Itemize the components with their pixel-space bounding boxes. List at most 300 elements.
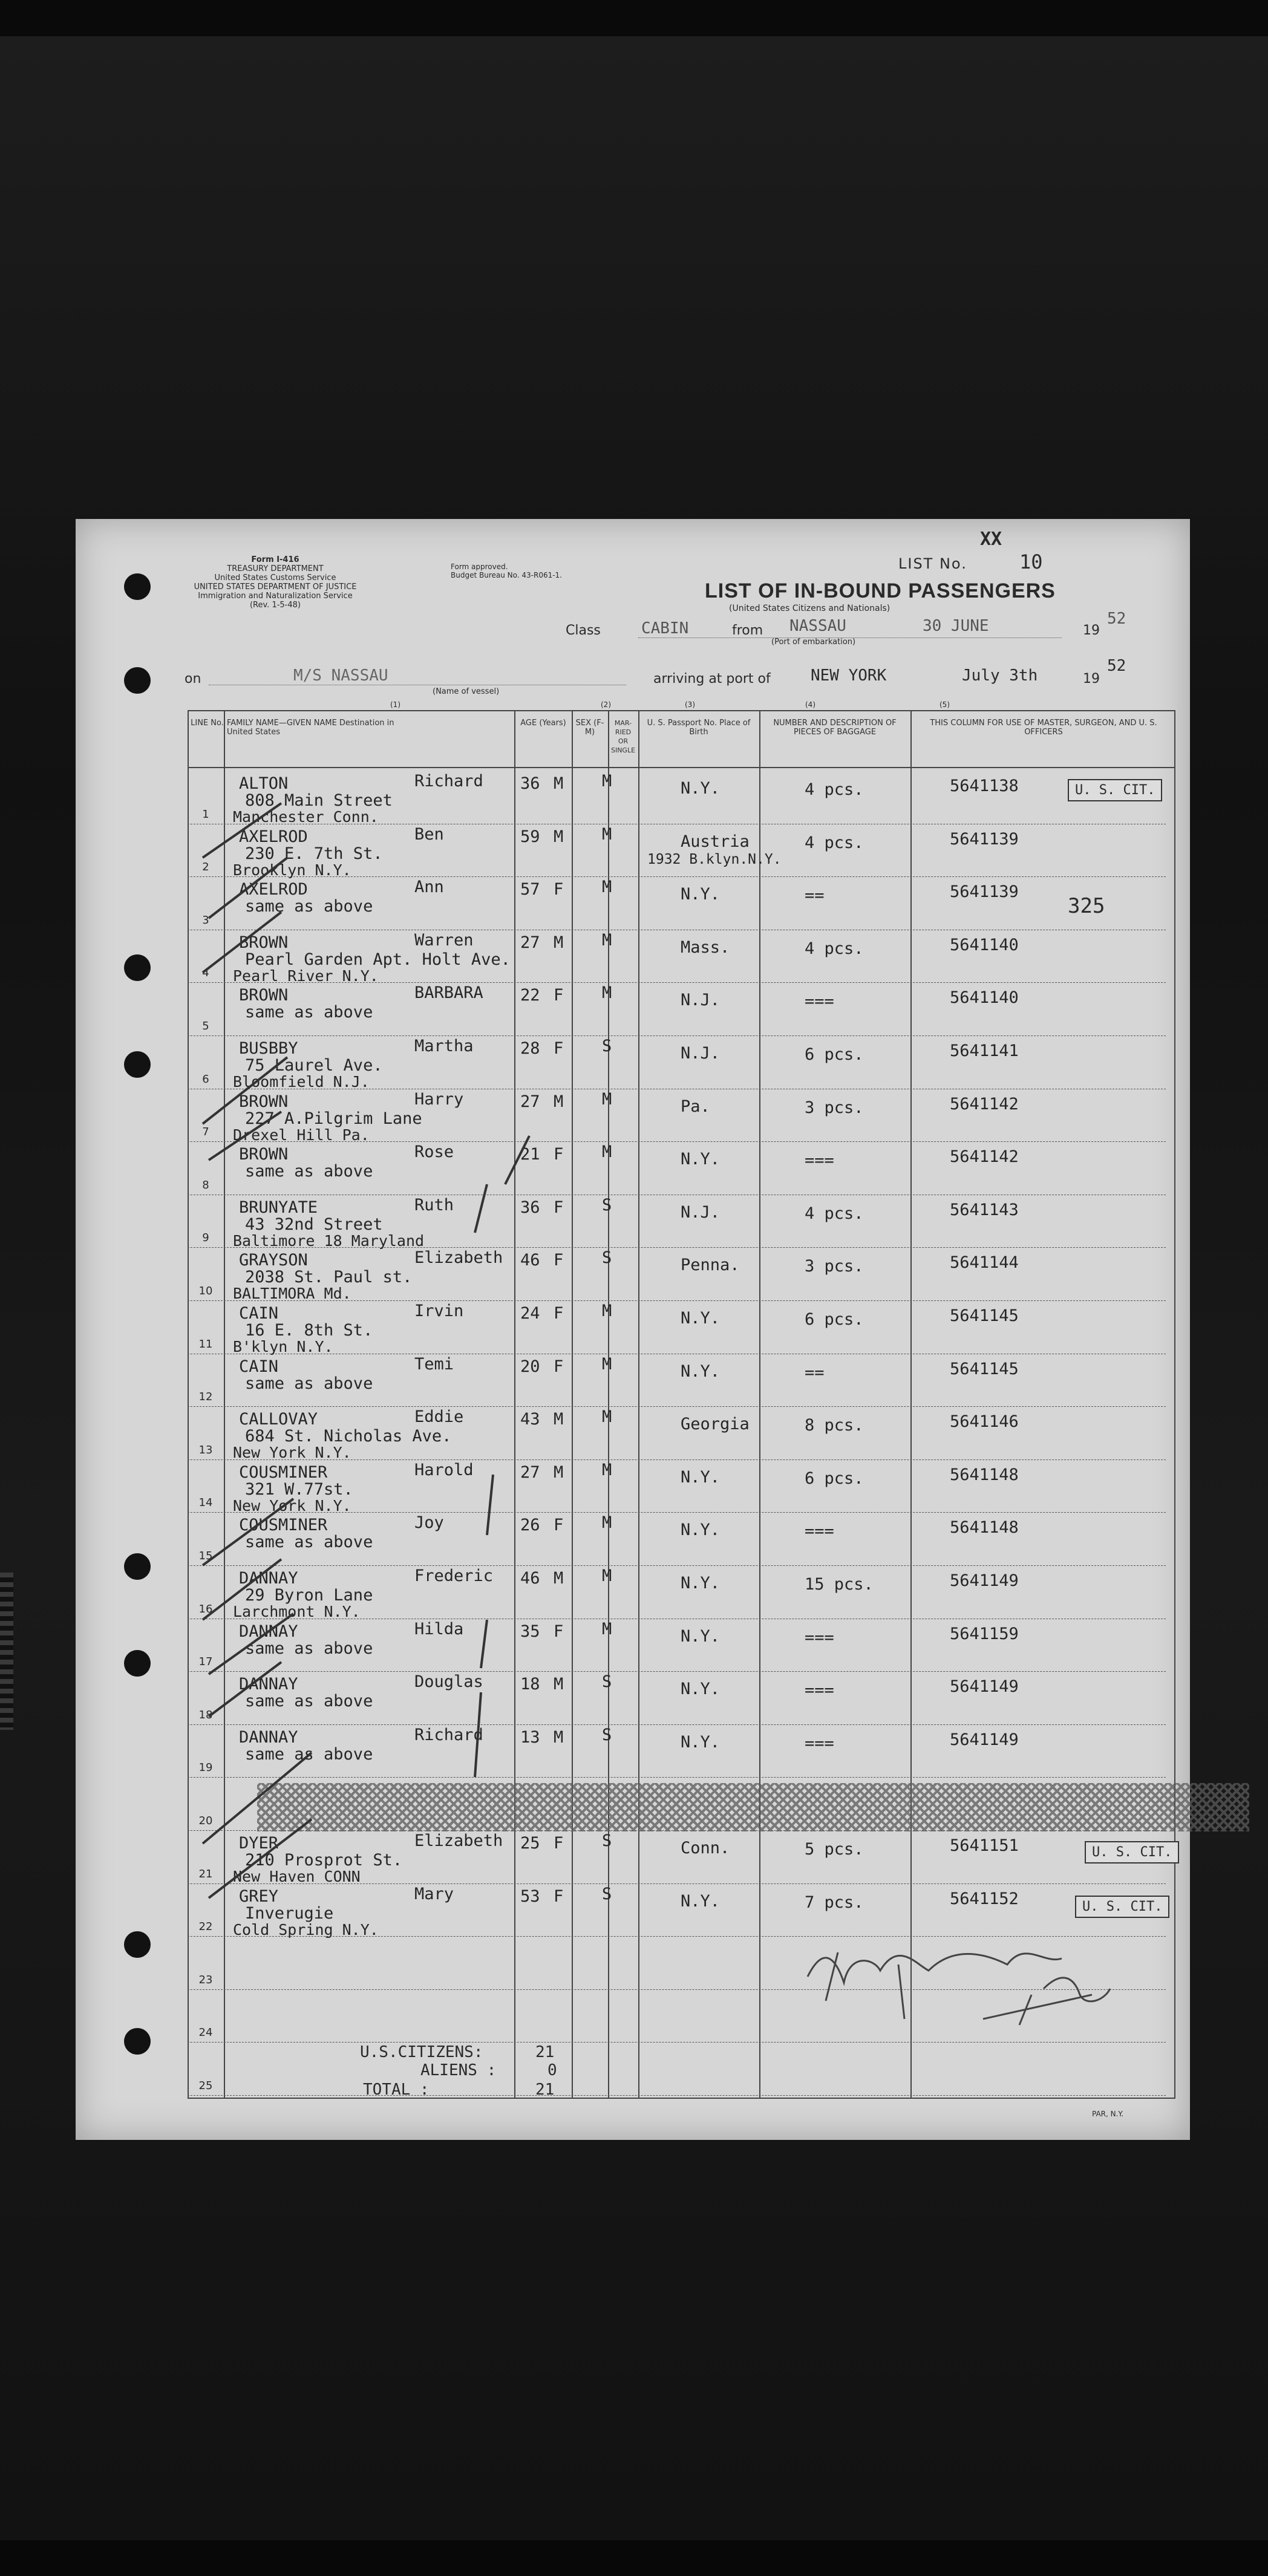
passenger-sex: M <box>554 1569 564 1588</box>
passenger-sex: M <box>554 827 564 846</box>
passenger-address: same as above <box>245 1639 373 1658</box>
passenger-birthplace: N.Y. <box>681 1680 721 1699</box>
passenger-given-name: Richard <box>414 772 483 791</box>
passenger-birthplace: N.Y. <box>681 779 721 798</box>
passenger-marital-status: M <box>602 930 612 950</box>
checkmark-annotations <box>191 785 348 1995</box>
passenger-birthplace: N.J. <box>681 1044 721 1063</box>
us-citizen-stamp: U. S. CIT. <box>1085 1841 1179 1864</box>
col-header-officers: THIS COLUMN FOR USE OF MASTER, SURGEON, AND U. S. OFFICERS <box>930 719 1157 737</box>
page-number-stamp: 325 <box>1068 894 1105 918</box>
passenger-baggage: === <box>805 992 834 1011</box>
punch-hole <box>124 1553 151 1580</box>
year-value-2: 52 <box>1107 657 1126 675</box>
officer-number: 5641139 <box>950 829 1019 849</box>
row-line-number: 8 <box>202 1178 209 1192</box>
row-divider <box>188 2095 1166 2096</box>
passenger-marital-status: M <box>602 772 612 791</box>
passenger-birthplace: N.J. <box>681 1202 721 1222</box>
row-line-number: 9 <box>202 1231 209 1245</box>
passenger-address: same as above <box>245 1003 373 1022</box>
passenger-baggage: === <box>805 1151 834 1170</box>
passenger-address: same as above <box>245 1162 373 1181</box>
passenger-baggage: 3 pcs. <box>805 1257 864 1276</box>
passenger-address: same as above <box>245 1533 373 1552</box>
form-approval <box>451 562 562 579</box>
page-subtitle: (United States Citizens and Nationals) <box>729 604 891 613</box>
passenger-age: 46 <box>520 1251 540 1270</box>
passenger-marital-status: S <box>602 1725 612 1744</box>
passenger-baggage: === <box>805 1733 834 1753</box>
passenger-baggage: === <box>805 1628 834 1647</box>
passenger-marital-status: M <box>602 1513 612 1533</box>
row-line-number: 21 <box>198 1867 213 1880</box>
passenger-family-name: CALLOVAY <box>239 1410 318 1429</box>
passenger-city: Drexel Hill Pa. <box>233 1126 370 1144</box>
col-header-age: AGE (Years) <box>520 719 566 728</box>
officer-number: 5641140 <box>950 988 1019 1008</box>
officer-number: 5641151 <box>950 1836 1019 1855</box>
header-rule <box>188 767 1175 768</box>
passenger-age: 26 <box>520 1516 540 1535</box>
passenger-given-name: Harold <box>414 1460 474 1479</box>
manifest-sheet <box>76 519 1190 2140</box>
citizens-total: 21 <box>535 2043 555 2061</box>
passenger-marital-status: M <box>602 1407 612 1427</box>
officer-number: 5641148 <box>950 1518 1019 1537</box>
passenger-age: 36 <box>520 1198 540 1217</box>
citizens-label: U.S.CITIZENS: <box>360 2043 483 2061</box>
row-line-number: 25 <box>198 2079 213 2092</box>
col-divider <box>759 710 760 2099</box>
passenger-address: 43 32nd Street <box>245 1215 383 1234</box>
aliens-label: ALIENS : <box>420 2061 497 2079</box>
passenger-sex: F <box>554 1886 564 1906</box>
passenger-sex: F <box>554 1834 564 1853</box>
passenger-given-name: Douglas <box>414 1672 483 1692</box>
from-value: NASSAU <box>789 617 846 635</box>
arrival-date: July 3th <box>962 667 1038 685</box>
form-number: Form I-416 <box>251 555 299 564</box>
row-divider <box>188 2042 1166 2043</box>
us-citizen-stamp: U. S. CIT. <box>1068 779 1162 801</box>
passenger-birthplace: N.Y. <box>681 1150 721 1169</box>
passenger-age: 28 <box>520 1039 540 1058</box>
passenger-address: same as above <box>245 1744 373 1764</box>
passenger-family-name: AXELROD <box>239 827 308 846</box>
officer-number: 5641149 <box>950 1677 1019 1697</box>
passenger-given-name: Mary <box>414 1884 454 1903</box>
passenger-family-name: BROWN <box>239 1092 289 1111</box>
passenger-marital-status: M <box>602 1567 612 1585</box>
passenger-baggage: 15 pcs. <box>805 1575 874 1594</box>
passenger-address: 230 E. 7th St. <box>245 844 383 863</box>
row-line-number: 12 <box>198 1391 213 1404</box>
printer-mark: PAR, N.Y. <box>1092 2110 1124 2118</box>
passenger-address: same as above <box>245 1692 373 1711</box>
class-underline <box>638 637 1062 638</box>
passenger-family-name: BROWN <box>239 986 289 1005</box>
passenger-birthplace: N.Y. <box>681 1574 721 1593</box>
passenger-baggage: === <box>805 1681 834 1700</box>
officer-number: 5641142 <box>950 1094 1019 1114</box>
customs-service: United States Customs Service <box>214 573 336 582</box>
col-divider <box>572 710 573 2099</box>
officer-number: 5641139 <box>950 882 1019 902</box>
officer-number: 5641149 <box>950 1571 1019 1590</box>
film-bottom-border <box>0 2540 1268 2576</box>
passenger-family-name: DANNAY <box>239 1569 298 1588</box>
passenger-age: 36 <box>520 774 540 793</box>
passenger-sex: M <box>554 774 564 793</box>
on-label: on <box>185 671 201 686</box>
punch-hole <box>124 2028 151 2055</box>
passenger-given-name: Rose <box>414 1143 454 1162</box>
passenger-city: Brooklyn N.Y. <box>233 861 351 879</box>
officer-number: 5641141 <box>950 1042 1019 1060</box>
passenger-age: 59 <box>520 827 540 846</box>
passenger-birthplace: N.Y. <box>681 1467 721 1487</box>
officer-number: 5641159 <box>950 1624 1019 1643</box>
revision-date: (Rev. 1-5-48) <box>249 601 301 610</box>
col-header-line: LINE No. <box>191 719 224 728</box>
struck-out-entry <box>257 1783 1249 1831</box>
passenger-city: New York N.Y. <box>233 1444 351 1462</box>
passenger-birthplace: N.Y. <box>681 1521 721 1540</box>
passenger-family-name: BROWN <box>239 933 289 952</box>
passenger-family-name: CAIN <box>239 1357 279 1376</box>
passenger-age: 22 <box>520 986 540 1005</box>
passenger-baggage: 4 pcs. <box>805 1204 864 1223</box>
passenger-sex: F <box>554 1304 564 1323</box>
aliens-total: 0 <box>547 2061 557 2079</box>
row-line-number: 17 <box>198 1655 213 1669</box>
punch-hole <box>124 1931 151 1958</box>
officer-signature <box>802 1928 1116 2031</box>
passenger-marital-status: M <box>602 1354 612 1374</box>
passenger-marital-status: M <box>602 824 612 844</box>
passenger-address: 210 Prosprot St. <box>245 1851 403 1870</box>
passenger-baggage: 6 pcs. <box>805 1469 864 1488</box>
passenger-family-name: GRAYSON <box>239 1251 308 1270</box>
row-line-number: 6 <box>202 1072 209 1086</box>
row-line-number: 18 <box>198 1708 213 1721</box>
passenger-baggage: == <box>805 886 825 905</box>
passenger-sex: F <box>554 1516 564 1535</box>
punch-hole <box>124 954 151 981</box>
passenger-address: same as above <box>245 1374 373 1393</box>
passenger-family-name: CAIN <box>239 1304 279 1323</box>
passenger-given-name: Irvin <box>414 1302 464 1320</box>
issuing-departments <box>185 555 366 610</box>
passenger-given-name: Warren <box>414 930 474 950</box>
passenger-age: 20 <box>520 1357 540 1376</box>
passenger-baggage: 4 pcs. <box>805 939 864 958</box>
from-label: from <box>732 623 763 638</box>
col-header-baggage: NUMBER AND DESCRIPTION OF PIECES OF BAGGAGE <box>773 719 897 737</box>
embark-note: (Port of embarkation) <box>771 637 856 647</box>
passenger-sex: M <box>554 1462 564 1482</box>
passenger-birthplace: N.Y. <box>681 1891 721 1911</box>
row-line-number: 15 <box>198 1550 213 1562</box>
passenger-baggage: 6 pcs. <box>805 1045 864 1064</box>
passenger-address: same as above <box>245 897 373 916</box>
passenger-address: 808 Main Street <box>245 791 393 810</box>
passenger-address: 684 St. Nicholas Ave. <box>245 1427 452 1446</box>
passenger-marital-status: S <box>602 1672 612 1692</box>
officer-number: 5641140 <box>950 935 1019 954</box>
passenger-family-name: ALTON <box>239 774 289 793</box>
passenger-given-name: BARBARA <box>414 983 483 1003</box>
justice-dept: UNITED STATES DEPARTMENT OF JUSTICE <box>194 582 357 592</box>
passenger-given-name: Elizabeth <box>414 1831 503 1850</box>
passenger-age: 18 <box>520 1675 540 1694</box>
officer-number: 5641145 <box>950 1359 1019 1378</box>
arrival-port: NEW YORK <box>811 667 887 685</box>
officer-number: 5641142 <box>950 1147 1019 1167</box>
row-line-number: 19 <box>198 1761 213 1775</box>
passenger-baggage: === <box>805 1522 834 1541</box>
passenger-baggage: 7 pcs. <box>805 1893 864 1912</box>
passenger-age: 53 <box>520 1886 540 1906</box>
ins-service: Immigration and Naturalization Service <box>198 592 353 601</box>
passenger-birthplace: Pa. <box>681 1097 710 1116</box>
punch-hole <box>124 573 151 600</box>
passenger-given-name: Eddie <box>414 1407 464 1427</box>
grand-total: 21 <box>535 2081 555 2099</box>
row-line-number: 16 <box>198 1602 213 1616</box>
passenger-address: 321 W.77st. <box>245 1479 353 1499</box>
passenger-given-name: Joy <box>414 1513 444 1533</box>
passenger-age: 25 <box>520 1834 540 1853</box>
row-line-number: 22 <box>198 1920 213 1934</box>
passenger-marital-status: S <box>602 1037 612 1055</box>
passenger-age: 27 <box>520 933 540 952</box>
punch-hole <box>124 1051 151 1078</box>
col-num-4: (4) <box>805 700 815 709</box>
passenger-city: New Haven CONN <box>233 1868 361 1885</box>
passenger-given-name: Elizabeth <box>414 1248 503 1268</box>
passenger-given-name: Ben <box>414 824 444 844</box>
passenger-sex: F <box>554 1039 564 1058</box>
passenger-birthplace: N.Y. <box>681 885 721 904</box>
us-citizen-stamp: U. S. CIT. <box>1075 1896 1169 1918</box>
passenger-sex: M <box>554 1092 564 1111</box>
passenger-birthplace: Mass. <box>681 937 730 957</box>
row-line-number: 5 <box>202 1020 209 1032</box>
passenger-sex: F <box>554 1357 564 1376</box>
passenger-family-name: GREY <box>239 1886 279 1906</box>
passenger-given-name: Ann <box>414 878 444 897</box>
passenger-passport-note: 1932 B.klyn.N.Y. <box>647 851 782 867</box>
col-header-name: FAMILY NAME—GIVEN NAME Destination in United States <box>227 719 394 737</box>
passenger-age: 21 <box>520 1145 540 1164</box>
passenger-family-name: COUSMINER <box>239 1516 328 1535</box>
passenger-address: 227 A.Pilgrim Lane <box>245 1109 422 1128</box>
col-num-1: (1) <box>390 700 400 709</box>
passenger-age: 24 <box>520 1304 540 1323</box>
punch-hole <box>124 667 151 694</box>
passenger-baggage: 6 pcs. <box>805 1310 864 1329</box>
passenger-baggage: 4 pcs. <box>805 780 864 799</box>
treasury-dept: TREASURY DEPARTMENT <box>227 564 324 573</box>
passenger-family-name: DANNAY <box>239 1675 298 1694</box>
passenger-sex: F <box>554 1145 564 1164</box>
passenger-marital-status: M <box>602 1460 612 1479</box>
arriving-label: arriving at port of <box>653 671 771 686</box>
list-no-value: 10 <box>1019 550 1043 573</box>
officer-number: 5641146 <box>950 1412 1019 1432</box>
passenger-birthplace: N.Y. <box>681 1309 721 1328</box>
row-line-number: 24 <box>198 2026 213 2040</box>
passenger-address: Pearl Garden Apt. Holt Ave. <box>245 950 511 969</box>
col-num-3: (3) <box>685 700 695 709</box>
col-divider <box>910 710 912 2099</box>
passenger-city: BALTIMORA Md. <box>233 1285 351 1303</box>
passenger-city: New York N.Y. <box>233 1496 351 1515</box>
col-header-passport: U. S. Passport No. Place of Birth <box>647 719 751 737</box>
passenger-baggage: == <box>805 1363 825 1382</box>
year-label: 19 <box>1083 623 1100 638</box>
passenger-birthplace: N.J. <box>681 991 721 1010</box>
passenger-baggage: 3 pcs. <box>805 1098 864 1117</box>
row-line-number: 7 <box>202 1126 209 1139</box>
row-line-number: 23 <box>198 1973 213 1986</box>
passenger-family-name: BROWN <box>239 1145 289 1164</box>
year-label-2: 19 <box>1083 671 1100 686</box>
row-line-number: 11 <box>198 1337 213 1351</box>
passenger-address: 16 E. 8th St. <box>245 1321 373 1340</box>
approval-text: Form approved. <box>451 562 508 571</box>
class-value: CABIN <box>641 619 689 637</box>
passenger-marital-status: M <box>602 1089 612 1109</box>
row-line-number: 14 <box>198 1496 213 1510</box>
class-label: Class <box>566 623 601 638</box>
row-line-number: 2 <box>202 861 209 874</box>
row-line-number: 10 <box>198 1285 213 1297</box>
passenger-address: Inverugie <box>245 1903 334 1923</box>
page-title: LIST OF IN-BOUND PASSENGERS <box>705 579 1056 602</box>
year-value: 52 <box>1107 610 1126 628</box>
list-no-label: LIST No. <box>898 555 967 572</box>
passenger-marital-status: S <box>602 1248 612 1268</box>
officer-number: 5641152 <box>950 1889 1019 1908</box>
passenger-marital-status: M <box>602 983 612 1003</box>
passenger-family-name: AXELROD <box>239 880 308 899</box>
col-divider <box>638 710 639 2099</box>
passenger-address: 2038 St. Paul st. <box>245 1268 413 1287</box>
officer-number: 5641148 <box>950 1465 1019 1484</box>
passenger-age: 57 <box>520 880 540 899</box>
col-num-5: (5) <box>940 700 950 709</box>
passenger-marital-status: S <box>602 1831 612 1850</box>
vessel-name: M/S NASSAU <box>293 667 388 685</box>
officer-number: 5641145 <box>950 1306 1019 1325</box>
row-line-number: 4 <box>202 967 209 980</box>
row-line-number: 20 <box>198 1815 213 1827</box>
passenger-marital-status: M <box>602 878 612 897</box>
officer-number: 5641143 <box>950 1200 1019 1219</box>
passenger-family-name: BUSBBY <box>239 1039 298 1058</box>
passenger-family-name: DANNAY <box>239 1622 298 1641</box>
bracket-annotations <box>469 1124 554 1789</box>
passenger-sex: F <box>554 1251 564 1270</box>
passenger-birthplace: N.Y. <box>681 1732 721 1752</box>
officer-number: 5641144 <box>950 1253 1019 1273</box>
passenger-sex: F <box>554 880 564 899</box>
passenger-birthplace: Georgia <box>681 1415 750 1434</box>
passenger-family-name: BRUNYATE <box>239 1198 318 1217</box>
passenger-sex: M <box>554 1727 564 1747</box>
film-top-border <box>0 0 1268 36</box>
col-header-sex: SEX (F-M) <box>575 719 604 737</box>
film-edge-strip <box>0 1573 13 1730</box>
passenger-address: 75 Laurel Ave. <box>245 1056 383 1075</box>
officer-number: 5641138 <box>950 777 1019 795</box>
passenger-address: 29 Byron Lane <box>245 1586 373 1605</box>
total-label: TOTAL : <box>363 2081 430 2099</box>
passenger-sex: F <box>554 1198 564 1217</box>
passenger-age: 27 <box>520 1092 540 1111</box>
passenger-sex: M <box>554 1675 564 1694</box>
passenger-city: B'klyn N.Y. <box>233 1338 333 1355</box>
passenger-age: 27 <box>520 1462 540 1482</box>
passenger-sex: F <box>554 986 564 1005</box>
passenger-marital-status: M <box>602 1143 612 1162</box>
punch-hole <box>124 1650 151 1677</box>
passenger-family-name: DANNAY <box>239 1727 298 1747</box>
passenger-birthplace: N.Y. <box>681 1361 721 1381</box>
row-line-number: 13 <box>198 1443 213 1456</box>
embark-date: 30 JUNE <box>923 617 989 635</box>
row-line-number: 3 <box>202 913 209 927</box>
passenger-age: 35 <box>520 1622 540 1641</box>
budget-bureau-no: Budget Bureau No. 43-R061-1. <box>451 571 562 579</box>
passenger-family-name: DYER <box>239 1834 279 1853</box>
passenger-city: Larchmont N.Y. <box>233 1603 361 1620</box>
vessel-note: (Name of vessel) <box>433 687 500 696</box>
passenger-marital-status: M <box>602 1619 612 1639</box>
passenger-given-name: Harry <box>414 1089 464 1109</box>
passenger-given-name: Temi <box>414 1354 454 1374</box>
passenger-age: 43 <box>520 1410 540 1429</box>
passenger-city: Baltimore 18 Maryland <box>233 1231 425 1250</box>
col-num-2: (2) <box>601 700 611 709</box>
passenger-birthplace: Austria <box>681 832 750 851</box>
passenger-marital-status: M <box>602 1302 612 1320</box>
passenger-marital-status: S <box>602 1195 612 1215</box>
passenger-given-name: Frederic <box>414 1567 494 1585</box>
passenger-sex: M <box>554 1410 564 1429</box>
passenger-family-name: COUSMINER <box>239 1462 328 1482</box>
passenger-sex: F <box>554 1622 564 1641</box>
passenger-given-name: Ruth <box>414 1195 454 1215</box>
officer-number: 5641149 <box>950 1730 1019 1749</box>
row-line-number: 1 <box>202 807 209 821</box>
passenger-age: 13 <box>520 1727 540 1747</box>
passenger-given-name: Hilda <box>414 1619 464 1639</box>
passenger-sex: M <box>554 933 564 952</box>
col-header-married: MAR-RIED OR SINGLE <box>610 719 636 754</box>
passenger-city: Bloomfield N.J. <box>233 1073 370 1091</box>
passenger-baggage: 8 pcs. <box>805 1416 864 1435</box>
passenger-birthplace: Penna. <box>681 1256 740 1275</box>
passenger-city: Manchester Conn. <box>233 808 379 826</box>
passenger-age: 46 <box>520 1569 540 1588</box>
list-mark: XX <box>980 529 1002 550</box>
passenger-given-name: Richard <box>414 1725 483 1744</box>
passenger-baggage: 5 pcs. <box>805 1840 864 1859</box>
